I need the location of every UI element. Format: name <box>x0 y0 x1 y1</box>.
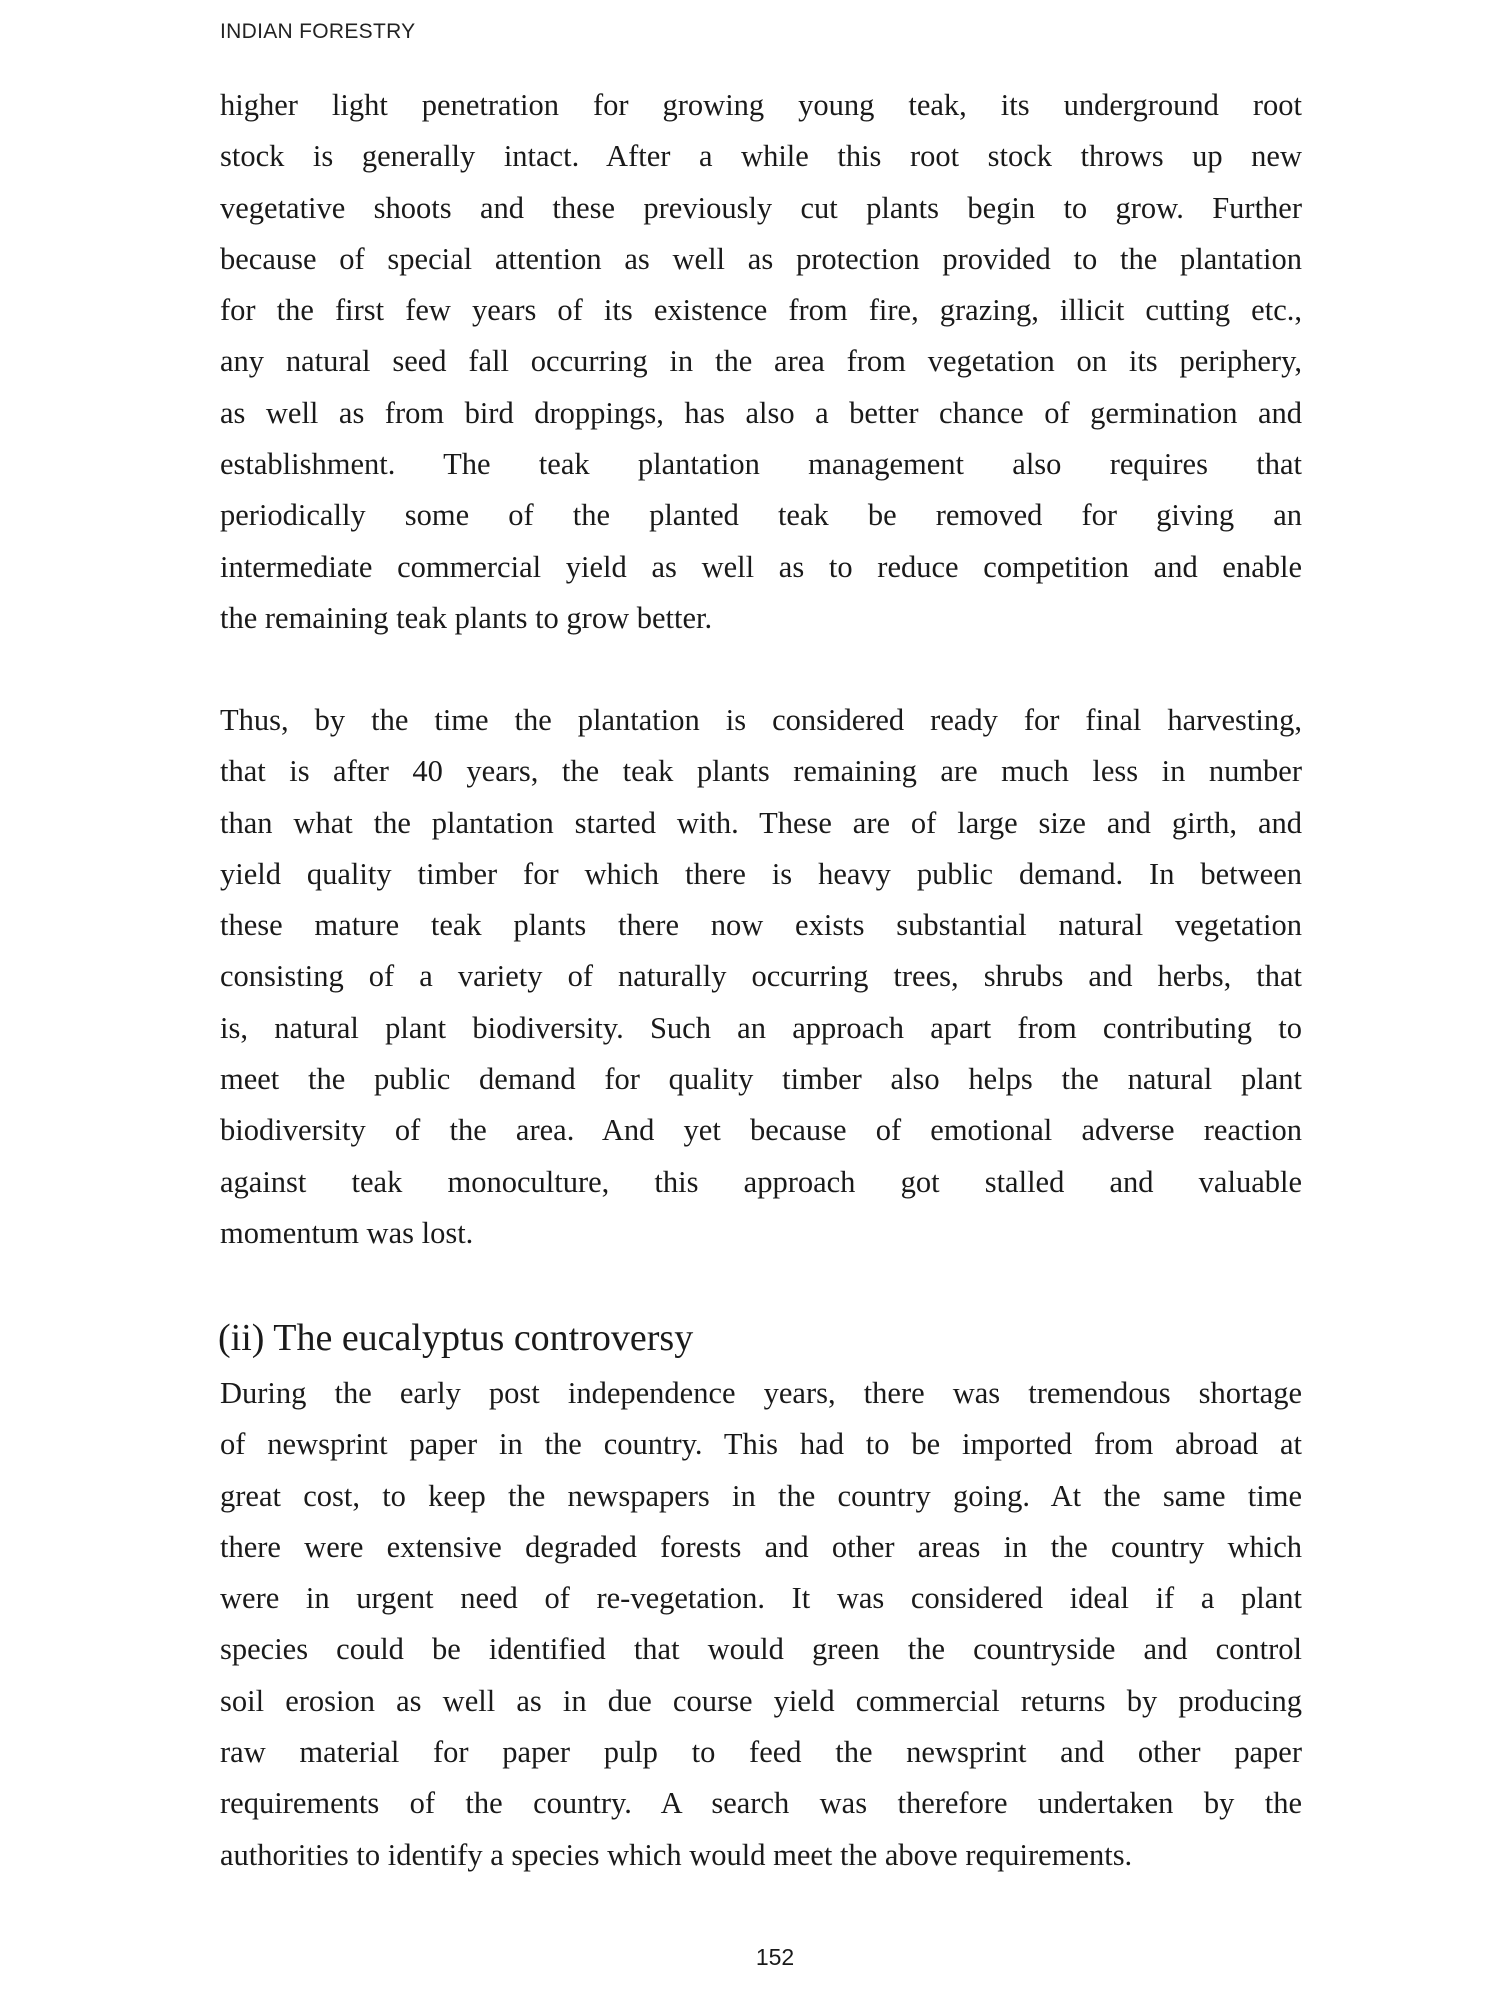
text-line: there were extensive degraded forests and other areas in the country which <box>220 1529 1302 1564</box>
text-line: Thus, by the time the plantation is considered ready for final harvesting, <box>220 703 1302 737</box>
text-line: establishment. The teak plantation management also requires that <box>220 447 1302 482</box>
text-line: were in urgent need of re-vegetation. It was considered ideal if a plant <box>220 1581 1302 1616</box>
text-line: periodically some of the planted teak be removed for giving an <box>220 498 1302 533</box>
text-line: meet the public demand for quality timber also helps the natural plant <box>220 1062 1302 1097</box>
text-line: momentum was lost. <box>220 1215 474 1250</box>
running-header: INDIAN FORESTRY <box>220 20 416 43</box>
text-line: During the early post independence years, there was tremendous shortage <box>220 1376 1302 1410</box>
text-line: soil erosion as well as in due course yield commercial returns by producing <box>220 1683 1302 1718</box>
text-line: because of special attention as well as protection provided to the plantation <box>220 241 1302 276</box>
paragraph-teak-regrowth <box>220 80 1302 644</box>
text-line: species could be identified that would green the countryside and control <box>220 1632 1302 1667</box>
text-line: any natural seed fall occurring in the area from vegetation on its periphery, <box>220 344 1302 379</box>
text-line: the remaining teak plants to grow better. <box>220 600 713 635</box>
text-line: stock is generally intact. After a while this root stock throws up new <box>220 139 1302 174</box>
text-line: is, natural plant biodiversity. Such an approach apart from contributing to <box>220 1010 1302 1045</box>
text-line: of newsprint paper in the country. This had to be imported from abroad at <box>220 1427 1302 1462</box>
text-line: yield quality timber for which there is heavy public demand. In between <box>220 856 1302 891</box>
text-line: consisting of a variety of naturally occurring trees, shrubs and herbs, that <box>220 959 1302 994</box>
text-line: authorities to identify a species which would meet the above requirements. <box>220 1837 1133 1872</box>
text-line: that is after 40 years, the teak plants remaining are much less in number <box>220 754 1302 789</box>
text-line: as well as from bird droppings, has also a better chance of germination and <box>220 395 1302 430</box>
text-line: vegetative shoots and these previously cut plants begin to grow. Further <box>220 190 1302 225</box>
text-line: biodiversity of the area. And yet because of emotional adverse reaction <box>220 1113 1302 1148</box>
section-heading: (ii) The eucalyptus controversy <box>218 1317 694 1359</box>
text-line: requirements of the country. A search was therefore undertaken by the <box>220 1786 1302 1821</box>
text-line: than what the plantation started with. These are of large size and girth, and <box>220 805 1302 840</box>
text-line: great cost, to keep the newspapers in the country going. At the same time <box>220 1478 1302 1513</box>
text-line: intermediate commercial yield as well as to reduce competition and enable <box>220 549 1302 584</box>
paragraph-eucalyptus <box>220 1368 1302 1881</box>
text-line: these mature teak plants there now exists substantial natural vegetation <box>220 908 1302 943</box>
text-line: for the first few years of its existence from fire, grazing, illicit cutting etc., <box>220 293 1302 328</box>
text-line: higher light penetration for growing young teak, its underground root <box>220 88 1302 122</box>
text-line: against teak monoculture, this approach got stalled and valuable <box>220 1164 1302 1199</box>
text-line: raw material for paper pulp to feed the newsprint and other paper <box>220 1735 1302 1770</box>
page-number: 152 <box>755 1944 795 1970</box>
paragraph-teak-harvest <box>220 695 1302 1259</box>
